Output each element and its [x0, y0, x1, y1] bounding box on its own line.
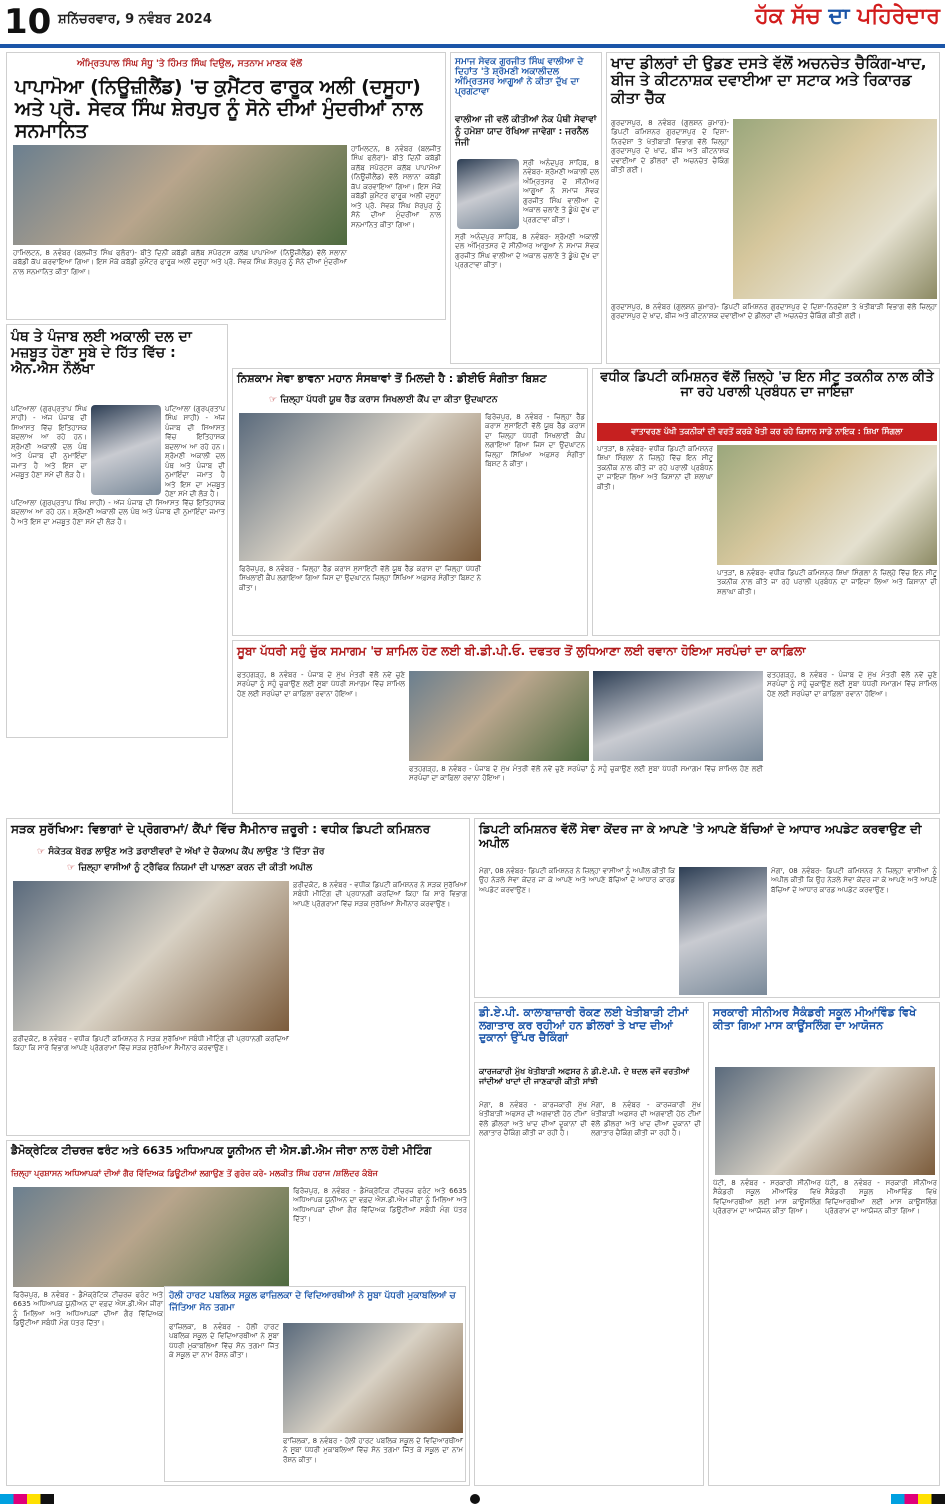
story-body-side: ਫਿਰੋਜ਼ਪੁਰ, 8 ਨਵੰਬਰ - ਡੈਮੋਕ੍ਰੇਟਿਕ ਟੀਚਰਜ਼ ਫਰੰਟ ਅਤੇ 6635 ਅਧਿਆਪਕ ਯੂਨੀਅਨ ਦਾ ਵਫ਼ਦ ਐਸ.ਡੀ.ਐਮ ਜੀਰਾ ਨੂੰ ਮਿਲਿਆ ਅਤੇ ਅਧਿਆਪਕਾਂ ਦੀਆਂ ਗੈਰ ਵਿੱਦਿਅਕ ਡਿਊਟੀਆਂ ਸਬੰਧੀ ਮੰਗ ਪੱਤਰ ਦਿੱਤਾ।: [293, 1187, 467, 1224]
story-body: ਹਾਮਿਲਟਨ, 8 ਨਵੰਬਰ (ਬਲਜੀਤ ਸਿੰਘ ਫਲੋਰਾ)- ਬੀਤੇ ਦਿਨੀਂ ਕਬੱਡੀ ਕਲੱਬ ਸਪੋਰਟਸ ਕਲੱਬ ਪਾਪਾਮੋਆ (ਨਿਊਜ਼ੀਲੈਂਡ) ਵੱਲੋਂ ਸਲਾਨਾ ਕਬੱਡੀ ਕੱਪ ਕਰਵਾਇਆ ਗਿਆ। ਇਸ ਮੌਕੇ ਕਬੱਡੀ ਕੁਮੈਂਟਰ ਫਾਰੂਕ ਅਲੀ ਦਸੂਹਾ ਅਤੇ ਪ੍ਰੋ. ਸੇਵਕ ਸਿੰਘ ਸ਼ੇਰਪੁਰ ਨੂੰ ਸੋਨੇ ਦੀਆਂ ਮੁੰਦਰੀਆਂ ਨਾਲ ਸਨਮਾਨਿਤ ਕੀਤਾ ਗਿਆ।: [13, 249, 347, 276]
story-red-cross: [232, 368, 588, 636]
story-body-side: ਸ੍ਰੀ ਅਨੰਦਪੁਰ ਸਾਹਿਬ, 8 ਨਵੰਬਰ- ਸ਼੍ਰੋਮਣੀ ਅਕਾਲੀ ਦਲ ਅੰਮ੍ਰਿਤਸਰ ਦੇ ਸੀਨੀਅਰ ਆਗੂਆਂ ਨੇ ਸਮਾਜ ਸੇਵਕ ਗੁਰਜੀਤ ਸਿੰਘ ਵਾਲੀਆ ਦੇ ਅਕਾਲ ਚਲਾਣੇ ਤੇ ਡੂੰਘੇ ਦੁੱਖ ਦਾ ਪ੍ਰਗਟਾਵਾ ਕੀਤਾ।: [523, 159, 599, 224]
story-sub1-text: ਸੰਕੇਤਕ ਬੋਰਡ ਲਾਉਣ ਅਤੇ ਡਰਾਈਵਰਾਂ ਦੇ ਅੱਖਾਂ ਦੇ ਚੈਕਅਪ ਕੈਂਪ ਲਾਉਣ 'ਤੇ ਦਿੱਤਾ ਜ਼ੋਰ: [48, 847, 325, 857]
story-sub2: [67, 863, 467, 877]
field-photo: [717, 445, 937, 565]
registration-mark: [891, 1494, 945, 1504]
header-rule: [0, 44, 945, 48]
story-sub: [269, 395, 585, 409]
story-byline: ਸਮਾਜ ਸੇਵਕ ਗੁਰਜੀਤ ਸਿੰਘ ਵਾਲੀਆ ਦੇ ਦਿਹਾਂਤ 'ਤੇ ਸ਼੍ਰੋਮਣੀ ਅਕਾਲੀਦਲ ਅੰਮ੍ਰਿਤਸਰ ਆਗੂਆਂ ਨੇ ਕੀਤਾ ਦੁੱਖ ਦਾ ਪ੍ਰਗਟਾਵਾ: [455, 57, 584, 97]
story-body-right: ਫਤਹਗੜ੍ਹ, 8 ਨਵੰਬਰ - ਪੰਜਾਬ ਦੇ ਮੁੱਖ ਮੰਤਰੀ ਵੱਲੋਂ ਨਵੇਂ ਚੁਣੇ ਸਰਪੰਚਾਂ ਨੂੰ ਸਹੁੰ ਚੁਕਾਉਣ ਲਈ ਸੂਬਾ ਪੱਧਰੀ ਸਮਾਗਮ ਵਿੱਚ ਸ਼ਾਮਿਲ ਹੋਣ ਲਈ ਸਰਪੰਚਾਂ ਦਾ ਕਾਫ਼ਿਲਾ ਰਵਾਨਾ ਹੋਇਆ।: [767, 671, 937, 698]
story-headline: ਨਿਸ਼ਕਾਮ ਸੇਵਾ ਭਾਵਨਾ ਮਹਾਨ ਸੰਸਥਾਵਾਂ ਤੋਂ ਮਿਲਦੀ ਹੈ : ਡੀਈਓ ਸੰਗੀਤਾ ਬਿਸ਼ਟ: [237, 372, 547, 385]
camp-photo: [239, 413, 481, 561]
story-headline: ਡੈਮੋਕ੍ਰੇਟਿਕ ਟੀਚਰਜ਼ ਫਰੰਟ ਅਤੇ 6635 ਅਧਿਆਪਕ ਯੂਨੀਅਨ ਦੀ ਐਸ.ਡੀ.ਐਮ ਜੀਰਾ ਨਾਲ ਹੋਈ ਮੀਟਿੰਗ: [11, 1144, 432, 1157]
story-sub1: [37, 847, 467, 861]
convoy-photo-2: [593, 671, 763, 761]
masthead-main: ਹੱਕ ਸੱਚ: [755, 4, 821, 29]
group-photo: [13, 145, 347, 245]
pointer-arrow-icon: ☞: [37, 847, 49, 857]
story-headline: ਡਿਪਟੀ ਕਮਿਸ਼ਨਰ ਵੱਲੋਂ ਸੇਵਾ ਕੇਂਦਰ ਜਾ ਕੇ ਆਪਣੇ 'ਤੇ ਆਪਣੇ ਬੱਚਿਆਂ ਦੇ ਆਧਾਰ ਅਪਡੇਟ ਕਰਵਾਉਣ ਦੀ ਅਪੀਲ: [479, 822, 922, 850]
story-body: ਫਿਰੋਜ਼ਪੁਰ, 8 ਨਵੰਬਰ - ਜ਼ਿਲ੍ਹਾ ਰੈੱਡ ਕਰਾਸ ਸੁਸਾਇਟੀ ਵੱਲੋਂ ਯੂਥ ਰੈੱਡ ਕਰਾਸ ਦਾ ਜ਼ਿਲ੍ਹਾ ਪੱਧਰੀ ਸਿਖਲਾਈ ਕੈਂਪ ਲਗਾਇਆ ਗਿਆ ਜਿਸ ਦਾ ਉਦਘਾਟਨ ਜ਼ਿਲ੍ਹਾ ਸਿੱਖਿਆ ਅਫ਼ਸਰ ਸੰਗੀਤਾ ਬਿਸ਼ਟ ਨੇ ਕੀਤਾ।: [239, 565, 481, 592]
masthead-tail: ਪਹਿਰੇਦਾਰ: [857, 4, 940, 29]
story-dap-blackmarket: [474, 1002, 704, 1486]
story-body: ਪਾਤੜਾਂ, 8 ਨਵੰਬਰ- ਵਧੀਕ ਡਿਪਟੀ ਕਮਿਸ਼ਨਰ ਸ਼ਿਖਾ ਸਿੰਗਲਾ ਨੇ ਜ਼ਿਲ੍ਹੇ ਵਿੱਚ ਇਨ ਸੀਟੂ ਤਕਨੀਕ ਨਾਲ ਕੀਤੇ ਜਾ ਰਹੇ ਪਰਾਲੀ ਪ੍ਰਬੰਧਨ ਦਾ ਜਾਇਜ਼ਾ ਲਿਆ ਅਤੇ ਕਿਸਾਨਾਂ ਦੀ ਸ਼ਲਾਘਾ ਕੀਤੀ।: [597, 445, 713, 491]
pointer-arrow-icon: ☞: [67, 863, 79, 873]
pointer-arrow-icon: ☞: [269, 395, 281, 405]
story-body-col2: ਮੋਗਾ, 8 ਨਵੰਬਰ - ਕਾਰਜਕਾਰੀ ਮੁੱਖ ਖੇਤੀਬਾੜੀ ਅਫਸਰ ਦੀ ਅਗਵਾਈ ਹੇਠ ਟੀਮਾਂ ਵੱਲੋਂ ਡੀਲਰਾਂ ਅਤੇ ਖਾਦ ਦੀਆਂ ਦੁਕਾਨਾਂ ਦੀ ਲਗਾਤਾਰ ਚੈਕਿੰਗ ਕੀਤੀ ਜਾ ਰਹੀ ਹੈ।: [591, 1101, 701, 1138]
story-body: ਗੁਰਦਾਸਪੁਰ, 8 ਨਵੰਬਰ (ਗੁਲਸ਼ਨ ਕੁਮਾਰ)- ਡਿਪਟੀ ਕਮਿਸ਼ਨਰ ਗੁਰਦਾਸਪੁਰ ਦੇ ਦਿਸ਼ਾ-ਨਿਰਦੇਸ਼ਾਂ ਤੇ ਖੇਤੀਬਾੜੀ ਵਿਭਾਗ ਵੱਲੋਂ ਜ਼ਿਲ੍ਹਾ ਗੁਰਦਾਸਪੁਰ ਦੇ ਖਾਦ, ਬੀਜ ਅਤੇ ਕੀਟਨਾਸ਼ਕ ਦਵਾਈਆਂ ਦੇ ਡੀਲਰਾਂ ਦੀ ਅਚਨਚੇਤ ਚੈਕਿੰਗ ਕੀਤੀ ਗਈ।: [611, 119, 729, 175]
story-body-caption: ਫਤਹਗੜ੍ਹ, 8 ਨਵੰਬਰ - ਪੰਜਾਬ ਦੇ ਮੁੱਖ ਮੰਤਰੀ ਵੱਲੋਂ ਨਵੇਂ ਚੁਣੇ ਸਰਪੰਚਾਂ ਨੂੰ ਸਹੁੰ ਚੁਕਾਉਣ ਲਈ ਸੂਬਾ ਪੱਧਰੀ ਸਮਾਗਮ ਵਿੱਚ ਸ਼ਾਮਿਲ ਹੋਣ ਲਈ ਸਰਪੰਚਾਂ ਦਾ ਕਾਫ਼ਿਲਾ ਰਵਾਨਾ ਹੋਇਆ।: [409, 765, 763, 783]
story-body: ਫ਼ਰੀਦਕੋਟ, 8 ਨਵੰਬਰ - ਵਧੀਕ ਡਿਪਟੀ ਕਮਿਸ਼ਨਰ ਨੇ ਸੜਕ ਸੁਰੱਖਿਆ ਸਬੰਧੀ ਮੀਟਿੰਗ ਦੀ ਪ੍ਰਧਾਨਗੀ ਕਰਦਿਆਂ ਕਿਹਾ ਕਿ ਸਾਰੇ ਵਿਭਾਗ ਆਪਣੇ ਪ੍ਰੋਗਰਾਮਾਂ ਵਿੱਚ ਸੜਕ ਸੁਰੱਖਿਆ ਸੈਮੀਨਾਰ ਕਰਵਾਉਣ।: [13, 1035, 289, 1053]
page-date: ਸ਼ਨਿੱਚਰਵਾਰ, 9 ਨਵੰਬਰ 2024: [58, 12, 212, 27]
story-papamoa: [6, 52, 446, 320]
story-body-lower: ਗੁਰਦਾਸਪੁਰ, 8 ਨਵੰਬਰ (ਗੁਲਸ਼ਨ ਕੁਮਾਰ)- ਡਿਪਟੀ ਕਮਿਸ਼ਨਰ ਗੁਰਦਾਸਪੁਰ ਦੇ ਦਿਸ਼ਾ-ਨਿਰਦੇਸ਼ਾਂ ਤੇ ਖੇਤੀਬਾੜੀ ਵਿਭਾਗ ਵੱਲੋਂ ਜ਼ਿਲ੍ਹਾ ਗੁਰਦਾਸਪੁਰ ਦੇ ਖਾਦ, ਬੀਜ ਅਤੇ ਕੀਟਨਾਸ਼ਕ ਦਵਾਈਆਂ ਦੇ ਡੀਲਰਾਂ ਦੀ ਅਚਨਚੇਤ ਚੈਕਿੰਗ ਕੀਤੀ ਗਈ।: [611, 303, 937, 321]
masthead-da: ਦਾ: [828, 4, 850, 29]
story-body-right: ਮੋਗਾ, 08 ਨਵੰਬਰ- ਡਿਪਟੀ ਕਮਿਸ਼ਨਰ ਨੇ ਜ਼ਿਲ੍ਹਾ ਵਾਸੀਆਂ ਨੂੰ ਅਪੀਲ ਕੀਤੀ ਕਿ ਉਹ ਨੇੜਲੇ ਸੇਵਾ ਕੇਂਦਰ ਜਾ ਕੇ ਆਪਣੇ ਅਤੇ ਆਪਣੇ ਬੱਚਿਆਂ ਦੇ ਆਧਾਰ ਕਾਰਡ ਅਪਡੇਟ ਕਰਵਾਉਣ।: [771, 867, 937, 894]
warehouse-photo: [733, 119, 937, 299]
delegation-photo: [13, 1187, 289, 1287]
story-body-caption: ਫਾਜ਼ਿਲਕਾ, 8 ਨਵੰਬਰ - ਹੋਲੀ ਹਾਰਟ ਪਬਲਿਕ ਸਕੂਲ ਦੇ ਵਿਦਿਆਰਥੀਆਂ ਨੇ ਸੂਬਾ ਪੱਧਰੀ ਮੁਕਾਬਲਿਆਂ ਵਿੱਚ ਸੋਨ ਤਗਮਾ ਜਿੱਤ ਕੇ ਸਕੂਲ ਦਾ ਨਾਮ ਰੌਸ਼ਨ ਕੀਤਾ।: [283, 1437, 463, 1464]
story-body-side2: ਪਟਿਆਲਾ (ਗੁਰਪ੍ਰਤਾਪ ਸਿੰਘ ਸਾਹੀ) - ਅੱਜ ਪੰਜਾਬ ਦੀ ਸਿਆਸਤ ਵਿੱਚ ਇਤਿਹਾਸਕ ਬਦਲਾਅ ਆ ਰਹੇ ਹਨ। ਸ਼੍ਰੋਮਣੀ ਅਕਾਲੀ ਦਲ ਪੰਥ ਅਤੇ ਪੰਜਾਬ ਦੀ ਨੁਮਾਇੰਦਾ ਜਮਾਤ ਹੈ ਅਤੇ ਇਸ ਦਾ ਮਜ਼ਬੂਤ ਹੋਣਾ ਸਮੇਂ ਦੀ ਲੋੜ ਹੈ।: [165, 405, 225, 498]
story-condolence: [450, 52, 602, 364]
story-holy-heart: [164, 1286, 466, 1482]
story-body: ਮੋਗਾ, 8 ਨਵੰਬਰ - ਕਾਰਜਕਾਰੀ ਮੁੱਖ ਖੇਤੀਬਾੜੀ ਅਫਸਰ ਦੀ ਅਗਵਾਈ ਹੇਠ ਟੀਮਾਂ ਵੱਲੋਂ ਡੀਲਰਾਂ ਅਤੇ ਖਾਦ ਦੀਆਂ ਦੁਕਾਨਾਂ ਦੀ ਲਗਾਤਾਰ ਚੈਕਿੰਗ ਕੀਤੀ ਜਾ ਰਹੀ ਹੈ।: [479, 1101, 587, 1138]
story-headline: ਸਰਕਾਰੀ ਸੀਨੀਅਰ ਸੈਕੰਡਰੀ ਸਕੂਲ ਮੀਆਂਵਿੰਡ ਵਿਖੇ ਕੀਤਾ ਗਿਆ ਮਾਸ ਕਾਊਂਸਲਿੰਗ ਦਾ ਆਯੋਜਨ: [713, 1006, 917, 1032]
convoy-photo-1: [409, 671, 589, 761]
story-body-col2: ਹਾਮਿਲਟਨ, 8 ਨਵੰਬਰ (ਬਲਜੀਤ ਸਿੰਘ ਫਲੋਰਾ)- ਬੀਤੇ ਦਿਨੀਂ ਕਬੱਡੀ ਕਲੱਬ ਸਪੋਰਟਸ ਕਲੱਬ ਪਾਪਾਮੋਆ (ਨਿਊਜ਼ੀਲੈਂਡ) ਵੱਲੋਂ ਸਲਾਨਾ ਕਬੱਡੀ ਕੱਪ ਕਰਵਾਇਆ ਗਿਆ। ਇਸ ਮੌਕੇ ਕਬੱਡੀ ਕੁਮੈਂਟਰ ਫਾਰੂਕ ਅਲੀ ਦਸੂਹਾ ਅਤੇ ਪ੍ਰੋ. ਸੇਵਕ ਸਿੰਘ ਸ਼ੇਰਪੁਰ ਨੂੰ ਸੋਨੇ ਦੀਆਂ ਮੁੰਦਰੀਆਂ ਨਾਲ ਸਨਮਾਨਿਤ ਕੀਤਾ ਗਿਆ।: [351, 145, 441, 229]
masthead-logo: [740, 4, 940, 38]
story-sub2-text: ਜ਼ਿਲ੍ਹਾ ਵਾਸੀਆਂ ਨੂੰ ਟ੍ਰੈਫਿਕ ਨਿਯਮਾਂ ਦੀ ਪਾਲਣਾ ਕਰਨ ਦੀ ਕੀਤੀ ਅਪੀਲ: [78, 863, 313, 873]
story-body-col2: ਪੱਟੀ, 8 ਨਵੰਬਰ - ਸਰਕਾਰੀ ਸੀਨੀਅਰ ਸੈਕੰਡਰੀ ਸਕੂਲ ਮੀਆਂਵਿੰਡ ਵਿਖੇ ਵਿਦਿਆਰਥੀਆਂ ਲਈ ਮਾਸ ਕਾਊਂਸਲਿੰਗ ਪ੍ਰੋਗਰਾਮ ਦਾ ਆਯੋਜਨ ਕੀਤਾ ਗਿਆ।: [825, 1179, 937, 1216]
story-headline: ਸੜਕ ਸੁਰੱਖਿਆ: ਵਿਭਾਗਾਂ ਦੇ ਪ੍ਰੋਗਰਾਮਾਂ/ ਕੈਂਪਾਂ ਵਿੱਚ ਸੈਮੀਨਾਰ ਜ਼ਰੂਰੀ : ਵਧੀਕ ਡਿਪਟੀ ਕਮਿਸ਼ਨਰ: [11, 822, 431, 836]
story-body: ਫਿਰੋਜ਼ਪੁਰ, 8 ਨਵੰਬਰ - ਡੈਮੋਕ੍ਰੇਟਿਕ ਟੀਚਰਜ਼ ਫਰੰਟ ਅਤੇ 6635 ਅਧਿਆਪਕ ਯੂਨੀਅਨ ਦਾ ਵਫ਼ਦ ਐਸ.ਡੀ.ਐਮ ਜੀਰਾ ਨੂੰ ਮਿਲਿਆ ਅਤੇ ਅਧਿਆਪਕਾਂ ਦੀਆਂ ਗੈਰ ਵਿੱਦਿਅਕ ਡਿਊਟੀਆਂ ਸਬੰਧੀ ਮੰਗ ਪੱਤਰ ਦਿੱਤਾ।: [13, 1291, 163, 1328]
story-body: ਸ੍ਰੀ ਅਨੰਦਪੁਰ ਸਾਹਿਬ, 8 ਨਵੰਬਰ- ਸ਼੍ਰੋਮਣੀ ਅਕਾਲੀ ਦਲ ਅੰਮ੍ਰਿਤਸਰ ਦੇ ਸੀਨੀਅਰ ਆਗੂਆਂ ਨੇ ਸਮਾਜ ਸੇਵਕ ਗੁਰਜੀਤ ਸਿੰਘ ਵਾਲੀਆ ਦੇ ਅਕਾਲ ਚਲਾਣੇ ਤੇ ਡੂੰਘੇ ਦੁੱਖ ਦਾ ਪ੍ਰਗਟਾਵਾ ਕੀਤਾ।: [455, 233, 599, 270]
story-sub-text: ਜ਼ਿਲ੍ਹਾ ਪੱਧਰੀ ਯੂਥ ਰੈੱਡ ਕਰਾਸ ਸਿਖਲਾਈ ਕੈਂਪ ਦਾ ਕੀਤਾ ਉਦਘਾਟਨ: [280, 395, 498, 405]
story-fertilizer-check: [606, 52, 940, 364]
story-akali-dal: [6, 324, 228, 738]
story-sarpanch-convoy: [232, 640, 940, 814]
story-school-counselling: [708, 1002, 940, 1486]
story-sub: ਵਾਲੀਆ ਜੀ ਵਲੋਂ ਕੀਤੀਆਂ ਨੇਕ ਪੰਥੀ ਸੇਵਾਵਾਂ ਨੂੰ ਹਮੇਸ਼ਾ ਯਾਦ ਰੱਖਿਆ ਜਾਵੇਗਾ : ਜਰਨੈਲ ਜੇਜੀ: [455, 115, 597, 149]
story-headline: ਵਧੀਕ ਡਿਪਟੀ ਕਮਿਸ਼ਨਰ ਵੱਲੋਂ ਜ਼ਿਲ੍ਹੇ 'ਚ ਇਨ ਸੀਟੂ ਤਕਨੀਕ ਨਾਲ ਕੀਤੇ ਜਾ ਰਹੇ ਪਰਾਲੀ ਪ੍ਰਬੰਧਨ ਦਾ ਜਾਇਜ਼ਾ: [600, 370, 934, 400]
story-headline: ਡੀ.ਏ.ਪੀ. ਕਾਲਾਬਾਜ਼ਾਰੀ ਰੋਕਣ ਲਈ ਖੇਤੀਬਾੜੀ ਟੀਮਾਂ ਲਗਾਤਾਰ ਕਰ ਰਹੀਆਂ ਹਨ ਡੀਲਰਾਂ ਤੇ ਖਾਦ ਦੀਆਂ ਦੁਕਾਨਾਂ ਉੱਪਰ ਚੈਕਿੰਗਾਂ: [479, 1006, 689, 1045]
story-body-lower: ਪਾਤੜਾਂ, 8 ਨਵੰਬਰ- ਵਧੀਕ ਡਿਪਟੀ ਕਮਿਸ਼ਨਰ ਸ਼ਿਖਾ ਸਿੰਗਲਾ ਨੇ ਜ਼ਿਲ੍ਹੇ ਵਿੱਚ ਇਨ ਸੀਟੂ ਤਕਨੀਕ ਨਾਲ ਕੀਤੇ ਜਾ ਰਹੇ ਪਰਾਲੀ ਪ੍ਰਬੰਧਨ ਦਾ ਜਾਇਜ਼ਾ ਲਿਆ ਅਤੇ ਕਿਸਾਨਾਂ ਦੀ ਸ਼ਲਾਘਾ ਕੀਤੀ।: [717, 569, 937, 596]
classroom-photo: [715, 1067, 935, 1175]
story-body: ਪੱਟੀ, 8 ਨਵੰਬਰ - ਸਰਕਾਰੀ ਸੀਨੀਅਰ ਸੈਕੰਡਰੀ ਸਕੂਲ ਮੀਆਂਵਿੰਡ ਵਿਖੇ ਵਿਦਿਆਰਥੀਆਂ ਲਈ ਮਾਸ ਕਾਊਂਸਲਿੰਗ ਪ੍ਰੋਗਰਾਮ ਦਾ ਆਯੋਜਨ ਕੀਤਾ ਗਿਆ।: [713, 1179, 821, 1216]
story-stubble-management: [592, 368, 940, 636]
registration-dot: [470, 1494, 480, 1504]
page-number: 10: [4, 2, 52, 42]
story-sub: ਜ਼ਿਲ੍ਹਾ ਪ੍ਰਸ਼ਾਸਨ ਅਧਿਆਪਕਾਂ ਦੀਆਂ ਗੈਰ ਵਿੱਦਿਅਕ ਡਿਊਟੀਆਂ ਲਗਾਉਣ ਤੋਂ ਗੁਰੇਜ਼ ਕਰੇ- ਮਲਕੀਤ ਸਿੰਘ ਹਰਾਜ /ਸ਼ਲਿੰਦਰ ਕੰਬੋਜ: [11, 1169, 378, 1178]
story-band: ਵਾਤਾਵਰਣ ਪੱਖੀ ਤਕਨੀਕਾਂ ਦੀ ਵਰਤੋਂ ਕਰਕੇ ਖੇਤੀ ਕਰ ਰਹੇ ਕਿਸਾਨ ਸਾਡੇ ਨਾਇਕ : ਸ਼ਿਖਾ ਸਿੰਗਲਾ: [597, 423, 937, 441]
story-body: ਪਟਿਆਲਾ (ਗੁਰਪ੍ਰਤਾਪ ਸਿੰਘ ਸਾਹੀ) - ਅੱਜ ਪੰਜਾਬ ਦੀ ਸਿਆਸਤ ਵਿੱਚ ਇਤਿਹਾਸਕ ਬਦਲਾਅ ਆ ਰਹੇ ਹਨ। ਸ਼੍ਰੋਮਣੀ ਅਕਾਲੀ ਦਲ ਪੰਥ ਅਤੇ ਪੰਜਾਬ ਦੀ ਨੁਮਾਇੰਦਾ ਜਮਾਤ ਹੈ ਅਤੇ ਇਸ ਦਾ ਮਜ਼ਬੂਤ ਹੋਣਾ ਸਮੇਂ ਦੀ ਲੋੜ ਹੈ।: [11, 499, 225, 526]
portrait-photo: [91, 405, 161, 495]
story-body: ਮੋਗਾ, 08 ਨਵੰਬਰ- ਡਿਪਟੀ ਕਮਿਸ਼ਨਰ ਨੇ ਜ਼ਿਲ੍ਹਾ ਵਾਸੀਆਂ ਨੂੰ ਅਪੀਲ ਕੀਤੀ ਕਿ ਉਹ ਨੇੜਲੇ ਸੇਵਾ ਕੇਂਦਰ ਜਾ ਕੇ ਆਪਣੇ ਅਤੇ ਆਪਣੇ ਬੱਚਿਆਂ ਦੇ ਆਧਾਰ ਕਾਰਡ ਅਪਡੇਟ ਕਰਵਾਉਣ।: [479, 867, 675, 894]
registration-mark: [0, 1494, 54, 1504]
story-headline: ਪਾਪਾਮੋਆ (ਨਿਊਜ਼ੀਲੈਂਡ) 'ਚ ਕੁਮੈਂਟਰ ਫਾਰੂਕ ਅਲੀ (ਦਸੂਹਾ) ਅਤੇ ਪ੍ਰੋ. ਸੇਵਕ ਸਿੰਘ ਸ਼ੇਰਪੁਰ ਨੂੰ ਸੋਨੇ ਦੀਆਂ ਮੁੰਦਰੀਆਂ ਨਾਲ ਸਨਮਾਨਿਤ: [15, 76, 423, 142]
story-headline: ਸੂਬਾ ਪੱਧਰੀ ਸਹੁੰ ਚੁੱਕ ਸਮਾਗਮ 'ਚ ਸ਼ਾਮਿਲ ਹੋਣ ਲਈ ਬੀ.ਡੀ.ਪੀ.ਓ. ਦਫਤਰ ਤੋਂ ਲੁਧਿਆਣਾ ਲਈ ਰਵਾਨਾ ਹੋਇਆ ਸਰਪੰਚਾਂ ਦਾ ਕਾਫ਼ਿਲਾ: [237, 644, 806, 658]
story-sub: ਕਾਰਜਕਾਰੀ ਮੁੱਖ ਖੇਤੀਬਾੜੀ ਅਫਸਰ ਨੇ ਡੀ.ਏ.ਪੀ. ਦੇ ਥਦਲ ਵਜੋਂ ਵਰਤੀਆਂ ਜਾਂਦੀਆਂ ਖਾਦਾਂ ਦੀ ਜਾਣਕਾਰੀ ਕੀਤੀ ਸਾਂਝੀ: [479, 1067, 690, 1086]
story-body: ਫਤਹਗੜ੍ਹ, 8 ਨਵੰਬਰ - ਪੰਜਾਬ ਦੇ ਮੁੱਖ ਮੰਤਰੀ ਵੱਲੋਂ ਨਵੇਂ ਚੁਣੇ ਸਰਪੰਚਾਂ ਨੂੰ ਸਹੁੰ ਚੁਕਾਉਣ ਲਈ ਸੂਬਾ ਪੱਧਰੀ ਸਮਾਗਮ ਵਿੱਚ ਸ਼ਾਮਿਲ ਹੋਣ ਲਈ ਸਰਪੰਚਾਂ ਦਾ ਕਾਫ਼ਿਲਾ ਰਵਾਨਾ ਹੋਇਆ।: [237, 671, 405, 698]
story-headline: ਪੰਥ ਤੇ ਪੰਜਾਬ ਲਈ ਅਕਾਲੀ ਦਲ ਦਾ ਮਜ਼ਬੂਤ ਹੋਣਾ ਸੂਬੇ ਦੇ ਹਿੱਤ ਵਿੱਚ : ਐਨ.ਐਸ ਨੌਲੱਖਾ: [11, 329, 192, 378]
story-kicker: ਅੰਮ੍ਰਿਤਪਾਲ ਸਿੰਘ ਸੰਧੂ 'ਤੇ ਹਿੰਮਤ ਸਿੰਘ ਦਿਉਲ, ਸਤਨਾਮ ਮਾਣਕ ਵੱਲੋਂ: [77, 59, 302, 69]
story-aadhaar-update: [474, 818, 940, 998]
story-headline: ਖਾਦ ਡੀਲਰਾਂ ਦੀ ਉਡਣ ਦਸਤੇ ਵੱਲੋਂ ਅਚਨਚੇਤ ਚੈਕਿੰਗ-ਖਾਦ, ਬੀਜ ਤੇ ਕੀਟਨਾਸ਼ਕ ਦਵਾਈਆ ਦਾ ਸਟਾਕ ਅਤੇ ਰਿਕਾਰਡ ਕੀਤਾ ਚੈੱਕ: [611, 54, 927, 107]
story-body-side: ਫਿਰੋਜ਼ਪੁਰ, 8 ਨਵੰਬਰ - ਜ਼ਿਲ੍ਹਾ ਰੈੱਡ ਕਰਾਸ ਸੁਸਾਇਟੀ ਵੱਲੋਂ ਯੂਥ ਰੈੱਡ ਕਰਾਸ ਦਾ ਜ਼ਿਲ੍ਹਾ ਪੱਧਰੀ ਸਿਖਲਾਈ ਕੈਂਪ ਲਗਾਇਆ ਗਿਆ ਜਿਸ ਦਾ ਉਦਘਾਟਨ ਜ਼ਿਲ੍ਹਾ ਸਿੱਖਿਆ ਅਫ਼ਸਰ ਸੰਗੀਤਾ ਬਿਸ਼ਟ ਨੇ ਕੀਤਾ।: [485, 413, 585, 469]
story-headline: ਹੋਲੀ ਹਾਰਟ ਪਬਲਿਕ ਸਕੂਲ ਫਾਜ਼ਿਲਕਾ ਦੇ ਵਿਦਿਆਰਥੀਆਂ ਨੇ ਸੂਬਾ ਪੱਧਰੀ ਮੁਕਾਬਲਿਆਂ ਚ ਜਿੱਤਿਆ ਸੋਨ ਤਗਮਾ: [169, 1291, 456, 1313]
story-body-side: ਪਟਿਆਲਾ (ਗੁਰਪ੍ਰਤਾਪ ਸਿੰਘ ਸਾਹੀ) - ਅੱਜ ਪੰਜਾਬ ਦੀ ਸਿਆਸਤ ਵਿੱਚ ਇਤਿਹਾਸਕ ਬਦਲਾਅ ਆ ਰਹੇ ਹਨ। ਸ਼੍ਰੋਮਣੀ ਅਕਾਲੀ ਦਲ ਪੰਥ ਅਤੇ ਪੰਜਾਬ ਦੀ ਨੁਮਾਇੰਦਾ ਜਮਾਤ ਹੈ ਅਤੇ ਇਸ ਦਾ ਮਜ਼ਬੂਤ ਹੋਣਾ ਸਮੇਂ ਦੀ ਲੋੜ ਹੈ।: [11, 405, 87, 480]
story-road-safety: [6, 818, 470, 1136]
portrait-photo: [457, 159, 519, 229]
dc-photo: [679, 867, 767, 995]
students-photo: [283, 1323, 463, 1433]
story-body-side: ਫ਼ਰੀਦਕੋਟ, 8 ਨਵੰਬਰ - ਵਧੀਕ ਡਿਪਟੀ ਕਮਿਸ਼ਨਰ ਨੇ ਸੜਕ ਸੁਰੱਖਿਆ ਸਬੰਧੀ ਮੀਟਿੰਗ ਦੀ ਪ੍ਰਧਾਨਗੀ ਕਰਦਿਆਂ ਕਿਹਾ ਕਿ ਸਾਰੇ ਵਿਭਾਗ ਆਪਣੇ ਪ੍ਰੋਗਰਾਮਾਂ ਵਿੱਚ ਸੜਕ ਸੁਰੱਖਿਆ ਸੈਮੀਨਾਰ ਕਰਵਾਉਣ।: [293, 881, 467, 908]
meeting-photo: [13, 881, 289, 1031]
page-header: [0, 0, 945, 44]
story-body: ਫਾਜ਼ਿਲਕਾ, 8 ਨਵੰਬਰ - ਹੋਲੀ ਹਾਰਟ ਪਬਲਿਕ ਸਕੂਲ ਦੇ ਵਿਦਿਆਰਥੀਆਂ ਨੇ ਸੂਬਾ ਪੱਧਰੀ ਮੁਕਾਬਲਿਆਂ ਵਿੱਚ ਸੋਨ ਤਗਮਾ ਜਿੱਤ ਕੇ ਸਕੂਲ ਦਾ ਨਾਮ ਰੌਸ਼ਨ ਕੀਤਾ।: [169, 1323, 279, 1360]
